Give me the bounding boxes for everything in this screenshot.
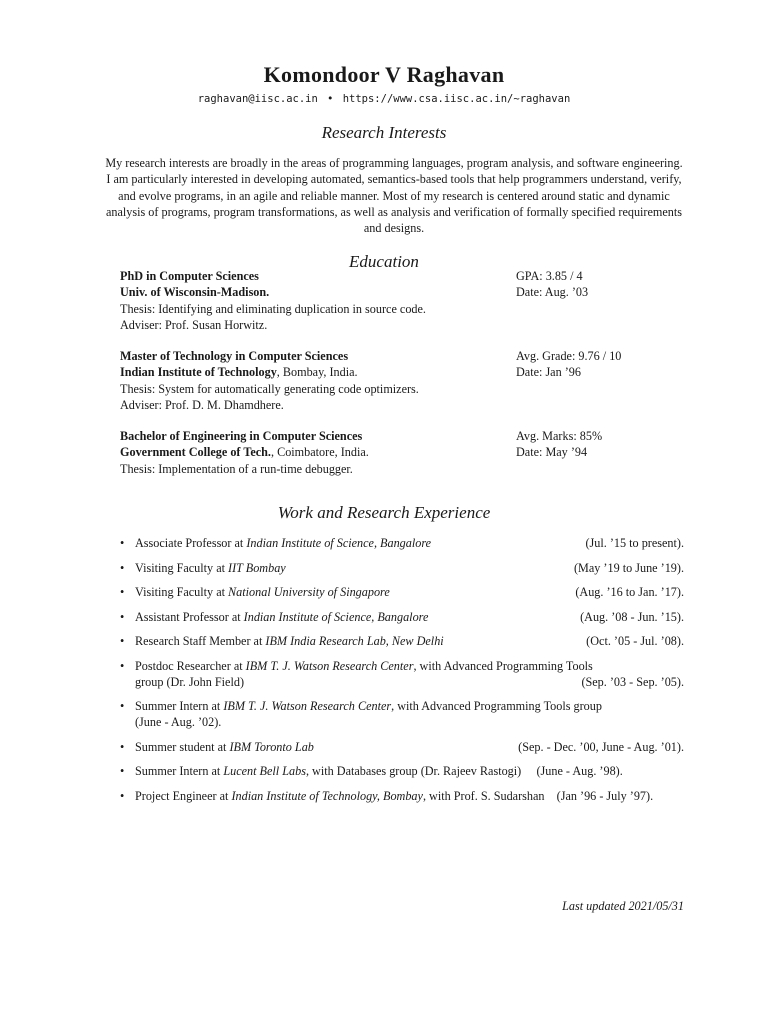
adviser: Adviser: Prof. Susan Horwitz.	[120, 317, 268, 332]
bullet: •	[120, 764, 125, 778]
school-location: , Coimbatore, India.	[270, 445, 369, 460]
list-item	[120, 584, 684, 600]
grade: Avg. Marks: 85%	[516, 429, 603, 443]
page-title: Komondoor V Raghavan	[263, 62, 505, 87]
education-entry-be	[120, 428, 660, 477]
list-item	[120, 739, 684, 755]
bullet: •	[120, 788, 125, 803]
school-name: Government College of Tech.	[120, 445, 271, 460]
bullet: •	[120, 585, 125, 599]
school-name: Univ. of Wisconsin-Madison.	[120, 285, 270, 300]
bullet: •	[120, 560, 125, 575]
dates: (Jan ’96 - July ’97).	[556, 788, 654, 803]
bullet: •	[120, 634, 125, 648]
dates: (May ’19 to June ’19).	[573, 560, 684, 575]
dates: (Oct. ’05 - Jul. ’08).	[586, 634, 684, 648]
list-item	[120, 560, 684, 576]
list-item	[120, 763, 684, 779]
role: Visiting Faculty at	[135, 560, 229, 575]
role: Visiting Faculty at	[135, 585, 229, 599]
role-detail-continued: (June - Aug. ’02).	[135, 715, 222, 729]
organization: Indian Institute of Science, Bangalore	[246, 536, 432, 550]
thesis: Thesis: System for automatically generating code optimizers.	[120, 381, 419, 396]
research-heading: Research Interests	[321, 123, 447, 142]
bullet: •	[120, 536, 125, 550]
organization: IBM Toronto Lab	[229, 739, 314, 754]
grade: Avg. Grade: 9.76 / 10	[516, 349, 622, 363]
role: Summer student at	[135, 739, 230, 754]
list-item	[120, 698, 684, 730]
school-name: Indian Institute of Technology	[120, 365, 277, 380]
thesis: Thesis: Identifying and eliminating duplication in source code.	[120, 301, 426, 316]
school-location: , Bombay, India.	[276, 365, 358, 380]
role-detail-continued: group (Dr. John Field)	[135, 674, 245, 689]
degree-title: PhD in Computer Sciences	[120, 269, 259, 283]
role: Assistant Professor at	[135, 609, 244, 624]
bullet: •	[120, 699, 125, 713]
bullet: •	[120, 658, 125, 673]
list-item	[120, 788, 684, 804]
organization: National University of Singapore	[228, 585, 390, 599]
grade: GPA: 3.85 / 4	[516, 269, 583, 283]
dates: (Jul. ’15 to present).	[585, 536, 684, 550]
organization: IBM India Research Lab, New Delhi	[265, 634, 444, 648]
education-entry-phd	[120, 268, 660, 333]
thesis: Thesis: Implementation of a run-time debugger.	[120, 461, 353, 476]
list-item	[120, 535, 684, 551]
organization: IIT Bombay	[228, 560, 286, 575]
organization: Indian Institute of Technology, Bombay	[231, 788, 423, 803]
last-updated: Last updated 2021/05/31	[562, 899, 684, 913]
dates: (Sep. ’03 - Sep. ’05).	[581, 674, 684, 689]
website-link[interactable]: https://www.csa.iisc.ac.in/~raghavan	[342, 93, 571, 105]
role: Summer Intern at	[135, 699, 224, 713]
list-item	[120, 609, 684, 625]
role: Project Engineer at	[135, 788, 232, 803]
dates: (June - Aug. ’98).	[536, 764, 623, 778]
organization: IBM T. J. Watson Research Center	[245, 658, 414, 673]
role: Research Staff Member at	[135, 634, 266, 648]
organization: Lucent Bell Labs	[223, 764, 306, 778]
role-detail: , with Prof. S. Sudarshan	[422, 788, 545, 803]
list-item	[120, 633, 684, 649]
role: Postdoc Researcher at	[135, 658, 246, 673]
work-list	[120, 535, 684, 812]
degree-date: Date: May ’94	[516, 445, 588, 460]
contact-separator: •	[327, 93, 334, 105]
email-link[interactable]: raghavan@iisc.ac.in	[197, 93, 318, 105]
work-heading: Work and Research Experience	[277, 503, 491, 522]
role-detail: , with Databases group (Dr. Rajeev Rastogi)	[305, 764, 522, 778]
degree-title: Master of Technology in Computer Sciences	[120, 349, 349, 363]
contact-line	[0, 93, 768, 105]
degree-date: Date: Aug. ’03	[516, 285, 589, 300]
role-detail: , with Advanced Programming Tools	[413, 658, 593, 673]
role-detail: , with Advanced Programming Tools group	[391, 699, 602, 713]
dates: (Sep. - Dec. ’00, June - Aug. ’01).	[518, 739, 684, 754]
research-paragraph: My research interests are broadly in the areas of programming languages, program analysis, and software engineering. I am particularly interested in developing automated, semantics-based tools that help programmers understand, verify, and evolve programs, in an agile and reliable manner. Most of my research is centered around static and dynamic analysis of programs, program transformations, as well as analysis and verification of formally specified requirements and designs.	[105, 156, 683, 236]
role: Summer Intern at	[135, 764, 224, 778]
list-item	[120, 658, 684, 690]
degree-date: Date: Jan ’96	[516, 365, 581, 380]
organization: IBM T. J. Watson Research Center	[223, 699, 392, 713]
dates: (Aug. ’08 - Jun. ’15).	[580, 609, 684, 624]
degree-title: Bachelor of Engineering in Computer Sciences	[120, 429, 363, 443]
bullet: •	[120, 739, 125, 754]
organization: Indian Institute of Science, Bangalore	[243, 609, 429, 624]
bullet: •	[120, 609, 125, 624]
role: Associate Professor at	[135, 536, 247, 550]
dates: (Aug. ’16 to Jan. ’17).	[575, 585, 684, 599]
adviser: Adviser: Prof. D. M. Dhamdhere.	[120, 397, 284, 412]
education-entry-mtech	[120, 348, 660, 413]
education-heading: Education	[349, 252, 419, 271]
